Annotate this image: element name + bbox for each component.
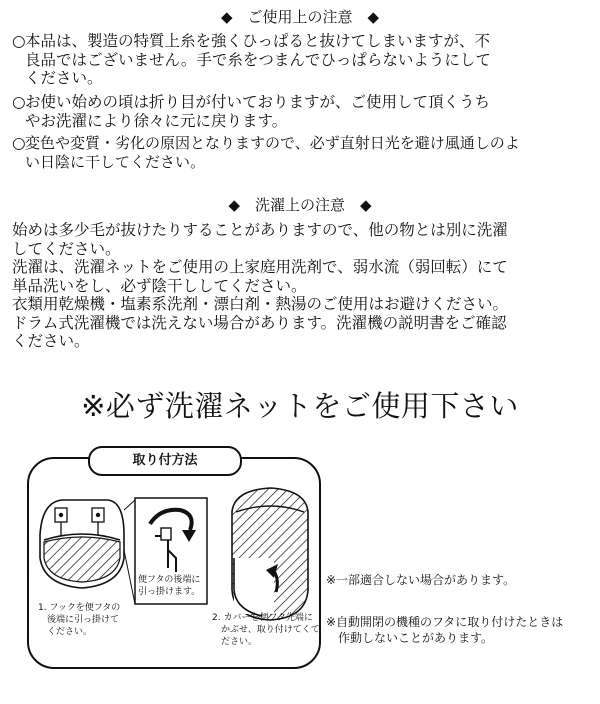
lid-step2-drawing	[232, 488, 308, 620]
auto-open-note	[326, 614, 563, 646]
auto-open-note-line-2: 作動しないことがあります。	[326, 631, 494, 645]
step2-line-1: 2. カバーを便フタ先端に	[212, 613, 313, 623]
usage-item-1-line-1: 本品は、製造の特質上糸を強くひっぱると抜けてしまいますが、不	[25, 32, 491, 50]
washing-line-7: ください。	[12, 332, 90, 350]
washing-section-title: ◆ 洗濯上の注意 ◆	[228, 196, 372, 214]
washing-line-3: 洗濯は、洗濯ネットをご使用の上家庭用洗剤で、弱水流（弱回転）にて	[12, 258, 508, 276]
usage-item-1	[12, 32, 587, 88]
usage-item-3-line-2: い日陰に干してください。	[25, 152, 206, 171]
step1-line-2: 後端に引っ掛けて	[38, 615, 120, 625]
inset-caption-line-2: 引っ掛けます。	[138, 587, 201, 597]
usage-section-title: ◆ ご使用上の注意 ◆	[220, 8, 380, 26]
bullet-circle-icon: ○	[12, 134, 26, 152]
washing-line-4: 単品洗いをし、必ず陰干ししてください。	[12, 276, 307, 295]
step1-line-3: ください。	[38, 627, 93, 637]
washing-line-2: してください。	[12, 239, 121, 258]
usage-item-2-line-1: お使い始めの頃は折り目が付いておりますが、ご使用して頂くうち	[25, 93, 491, 111]
usage-item-2	[12, 93, 587, 131]
step2-line-2: かぶせ、取り付けてくて	[212, 625, 320, 635]
bullet-circle-icon: ○	[12, 93, 26, 111]
usage-item-1-line-2: 良品ではございません。手で糸をつまんでひっぱらないようにして	[25, 50, 491, 69]
washing-text	[12, 221, 592, 351]
usage-item-2-line-2: やお洗濯により徐々に元に戻ります。	[25, 111, 288, 130]
usage-item-3	[12, 134, 587, 172]
step1-line-1: 1. フックを便フタの	[38, 603, 121, 613]
bullet-circle-icon: ○	[12, 32, 26, 50]
wash-net-notice: ※必ず洗濯ネットをご使用下さい	[81, 389, 519, 423]
washing-line-5: 衣類用乾燥機・塩素系洗剤・漂白剤・熱湯のご使用はお避けください。	[12, 295, 509, 313]
washing-line-6: ドラム式洗濯機では洗えない場合があります。洗濯機の説明書をご確認	[12, 313, 507, 332]
lid-step1-drawing	[40, 500, 124, 588]
inset-caption	[138, 574, 200, 598]
step2-line-3: ださい。	[212, 637, 258, 647]
step1-caption	[38, 602, 120, 638]
usage-item-3-line-1: 変色や変質・劣化の原因となりますので、必ず直射日光を避け風通しのよ	[25, 134, 520, 152]
step2-caption	[212, 612, 320, 648]
installation-title: 取り付方法	[88, 446, 242, 476]
washing-line-1: 始めは多少毛が抜けたりすることがありますので、他の物とは別に洗濯	[12, 221, 508, 239]
inset-caption-line-1: 便フタの後端に	[138, 575, 201, 585]
usage-item-1-line-3: ください。	[25, 69, 103, 87]
auto-open-note-line-1: ※自動開閉の機種のフタに取り付けたときは	[326, 615, 564, 629]
compatibility-note: ※一部適合しない場合があります。	[326, 573, 516, 587]
